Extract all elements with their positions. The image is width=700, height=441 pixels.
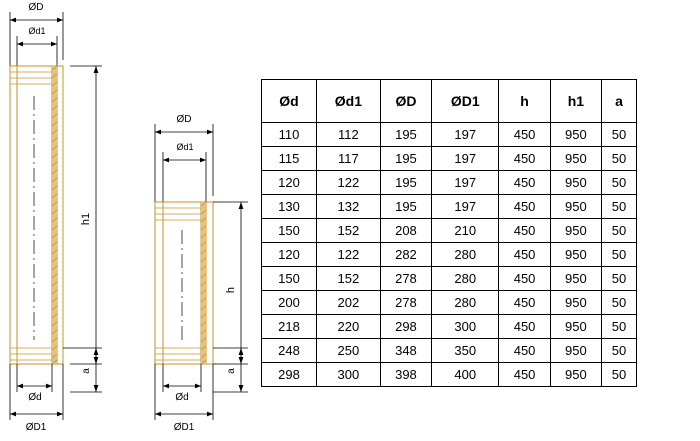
table-row	[262, 363, 637, 387]
cell-h: 450	[499, 315, 550, 339]
cell-d: 218	[262, 315, 317, 339]
cell-h1: 950	[550, 363, 601, 387]
cell-h1: 950	[550, 315, 601, 339]
cell-d1: 117	[317, 147, 381, 171]
cell-h: 450	[499, 339, 550, 363]
cell-a: 50	[602, 219, 637, 243]
cell-a: 50	[602, 243, 637, 267]
right-view-dim-h	[213, 202, 248, 364]
cell-d1: 300	[317, 363, 381, 387]
cell-d: 115	[262, 147, 317, 171]
right-top-socket	[155, 208, 201, 220]
left-label-outer-diameter: ØD	[28, 2, 44, 13]
cell-D: 195	[380, 147, 431, 171]
cell-d: 110	[262, 123, 317, 147]
cell-D: 398	[380, 363, 431, 387]
right-label-inner-diameter-1: Ød1	[176, 142, 194, 152]
col-header-a: a	[602, 80, 637, 123]
left-label-inner-diameter: Ød	[28, 392, 42, 403]
right-label-a: a	[226, 368, 237, 374]
table-row	[262, 123, 637, 147]
cell-d: 248	[262, 339, 317, 363]
col-header-D: ØD	[380, 80, 431, 123]
cell-h1: 950	[550, 147, 601, 171]
cell-d1: 122	[317, 171, 381, 195]
table-row	[262, 219, 637, 243]
right-insulation-band	[201, 202, 206, 364]
cell-a: 50	[602, 363, 637, 387]
cell-D1: 197	[432, 171, 499, 195]
cell-h: 450	[499, 171, 550, 195]
cell-h: 450	[499, 363, 550, 387]
col-header-h: h	[499, 80, 550, 123]
cell-a: 50	[602, 147, 637, 171]
cell-a: 50	[602, 267, 637, 291]
cell-D: 195	[380, 195, 431, 219]
cell-D1: 350	[432, 339, 499, 363]
cell-D1: 197	[432, 123, 499, 147]
cell-D1: 280	[432, 243, 499, 267]
right-label-inner-diameter: Ød	[175, 392, 189, 403]
cell-h1: 950	[550, 219, 601, 243]
left-label-h1: h1	[80, 212, 92, 226]
cell-a: 50	[602, 315, 637, 339]
cell-a: 50	[602, 291, 637, 315]
right-bottom-socket	[155, 348, 201, 360]
cell-h: 450	[499, 267, 550, 291]
cell-d1: 132	[317, 195, 381, 219]
right-label-outer-diameter: ØD	[176, 114, 192, 125]
left-view-dim-inner-bottom	[17, 364, 52, 392]
cell-D1: 197	[432, 195, 499, 219]
cell-d1: 250	[317, 339, 381, 363]
col-header-h1: h1	[550, 80, 601, 123]
right-view-dim-outer-top	[155, 124, 213, 202]
cell-h1: 950	[550, 267, 601, 291]
cell-D1: 280	[432, 291, 499, 315]
cell-h1: 950	[550, 339, 601, 363]
left-label-outer-diameter-1: ØD1	[25, 422, 47, 433]
cell-a: 50	[602, 123, 637, 147]
left-top-socket	[10, 66, 52, 84]
cell-h1: 950	[550, 243, 601, 267]
cell-h1: 950	[550, 291, 601, 315]
table-row	[262, 195, 637, 219]
left-label-a: a	[81, 368, 92, 374]
left-label-inner-diameter-1: Ød1	[28, 26, 46, 36]
cell-d1: 112	[317, 123, 381, 147]
col-header-D1: ØD1	[432, 80, 499, 123]
cell-h1: 950	[550, 123, 601, 147]
cell-D1: 400	[432, 363, 499, 387]
col-header-d1: Ød1	[317, 80, 381, 123]
cell-D: 195	[380, 171, 431, 195]
spec-table-container	[261, 79, 637, 382]
cell-h1: 950	[550, 195, 601, 219]
table-body	[262, 123, 637, 387]
cell-d: 298	[262, 363, 317, 387]
table-row	[262, 243, 637, 267]
right-view-dim-inner-bottom	[163, 364, 201, 392]
table-row	[262, 315, 637, 339]
cell-h: 450	[499, 243, 550, 267]
cell-D: 282	[380, 243, 431, 267]
cell-D: 208	[380, 219, 431, 243]
cell-h: 450	[499, 291, 550, 315]
cell-a: 50	[602, 339, 637, 363]
cell-h: 450	[499, 147, 550, 171]
cell-D1: 280	[432, 267, 499, 291]
cell-d: 130	[262, 195, 317, 219]
cell-a: 50	[602, 171, 637, 195]
left-bottom-socket	[10, 348, 52, 360]
cell-D: 298	[380, 315, 431, 339]
cell-d: 120	[262, 171, 317, 195]
cell-d1: 220	[317, 315, 381, 339]
table-row	[262, 339, 637, 363]
cell-h1: 950	[550, 171, 601, 195]
cell-d1: 202	[317, 291, 381, 315]
cell-D1: 210	[432, 219, 499, 243]
cell-h: 450	[499, 123, 550, 147]
cell-D: 278	[380, 291, 431, 315]
left-insulation-band	[52, 66, 57, 364]
cell-a: 50	[602, 195, 637, 219]
table-row	[262, 147, 637, 171]
table-row	[262, 267, 637, 291]
pipe-sectional-views	[0, 0, 260, 441]
cell-D1: 300	[432, 315, 499, 339]
right-view-dim-inner-top	[163, 152, 206, 202]
right-label-h: h	[225, 286, 237, 294]
cell-d: 200	[262, 291, 317, 315]
left-view-dim-inner-top	[17, 36, 57, 66]
cell-d1: 152	[317, 219, 381, 243]
col-header-d: Ød	[262, 80, 317, 123]
cell-D: 278	[380, 267, 431, 291]
spec-table	[261, 79, 637, 387]
table-row	[262, 291, 637, 315]
cell-d1: 152	[317, 267, 381, 291]
cell-h: 450	[499, 195, 550, 219]
table-row	[262, 171, 637, 195]
cell-d: 120	[262, 243, 317, 267]
cell-d1: 122	[317, 243, 381, 267]
left-view-dim-outer-top	[10, 12, 63, 66]
cell-h: 450	[499, 219, 550, 243]
table-header-row	[262, 80, 637, 123]
cell-D: 348	[380, 339, 431, 363]
cell-D1: 197	[432, 147, 499, 171]
cell-d: 150	[262, 219, 317, 243]
cell-d: 150	[262, 267, 317, 291]
cell-D: 195	[380, 123, 431, 147]
right-label-outer-diameter-1: ØD1	[173, 422, 195, 433]
